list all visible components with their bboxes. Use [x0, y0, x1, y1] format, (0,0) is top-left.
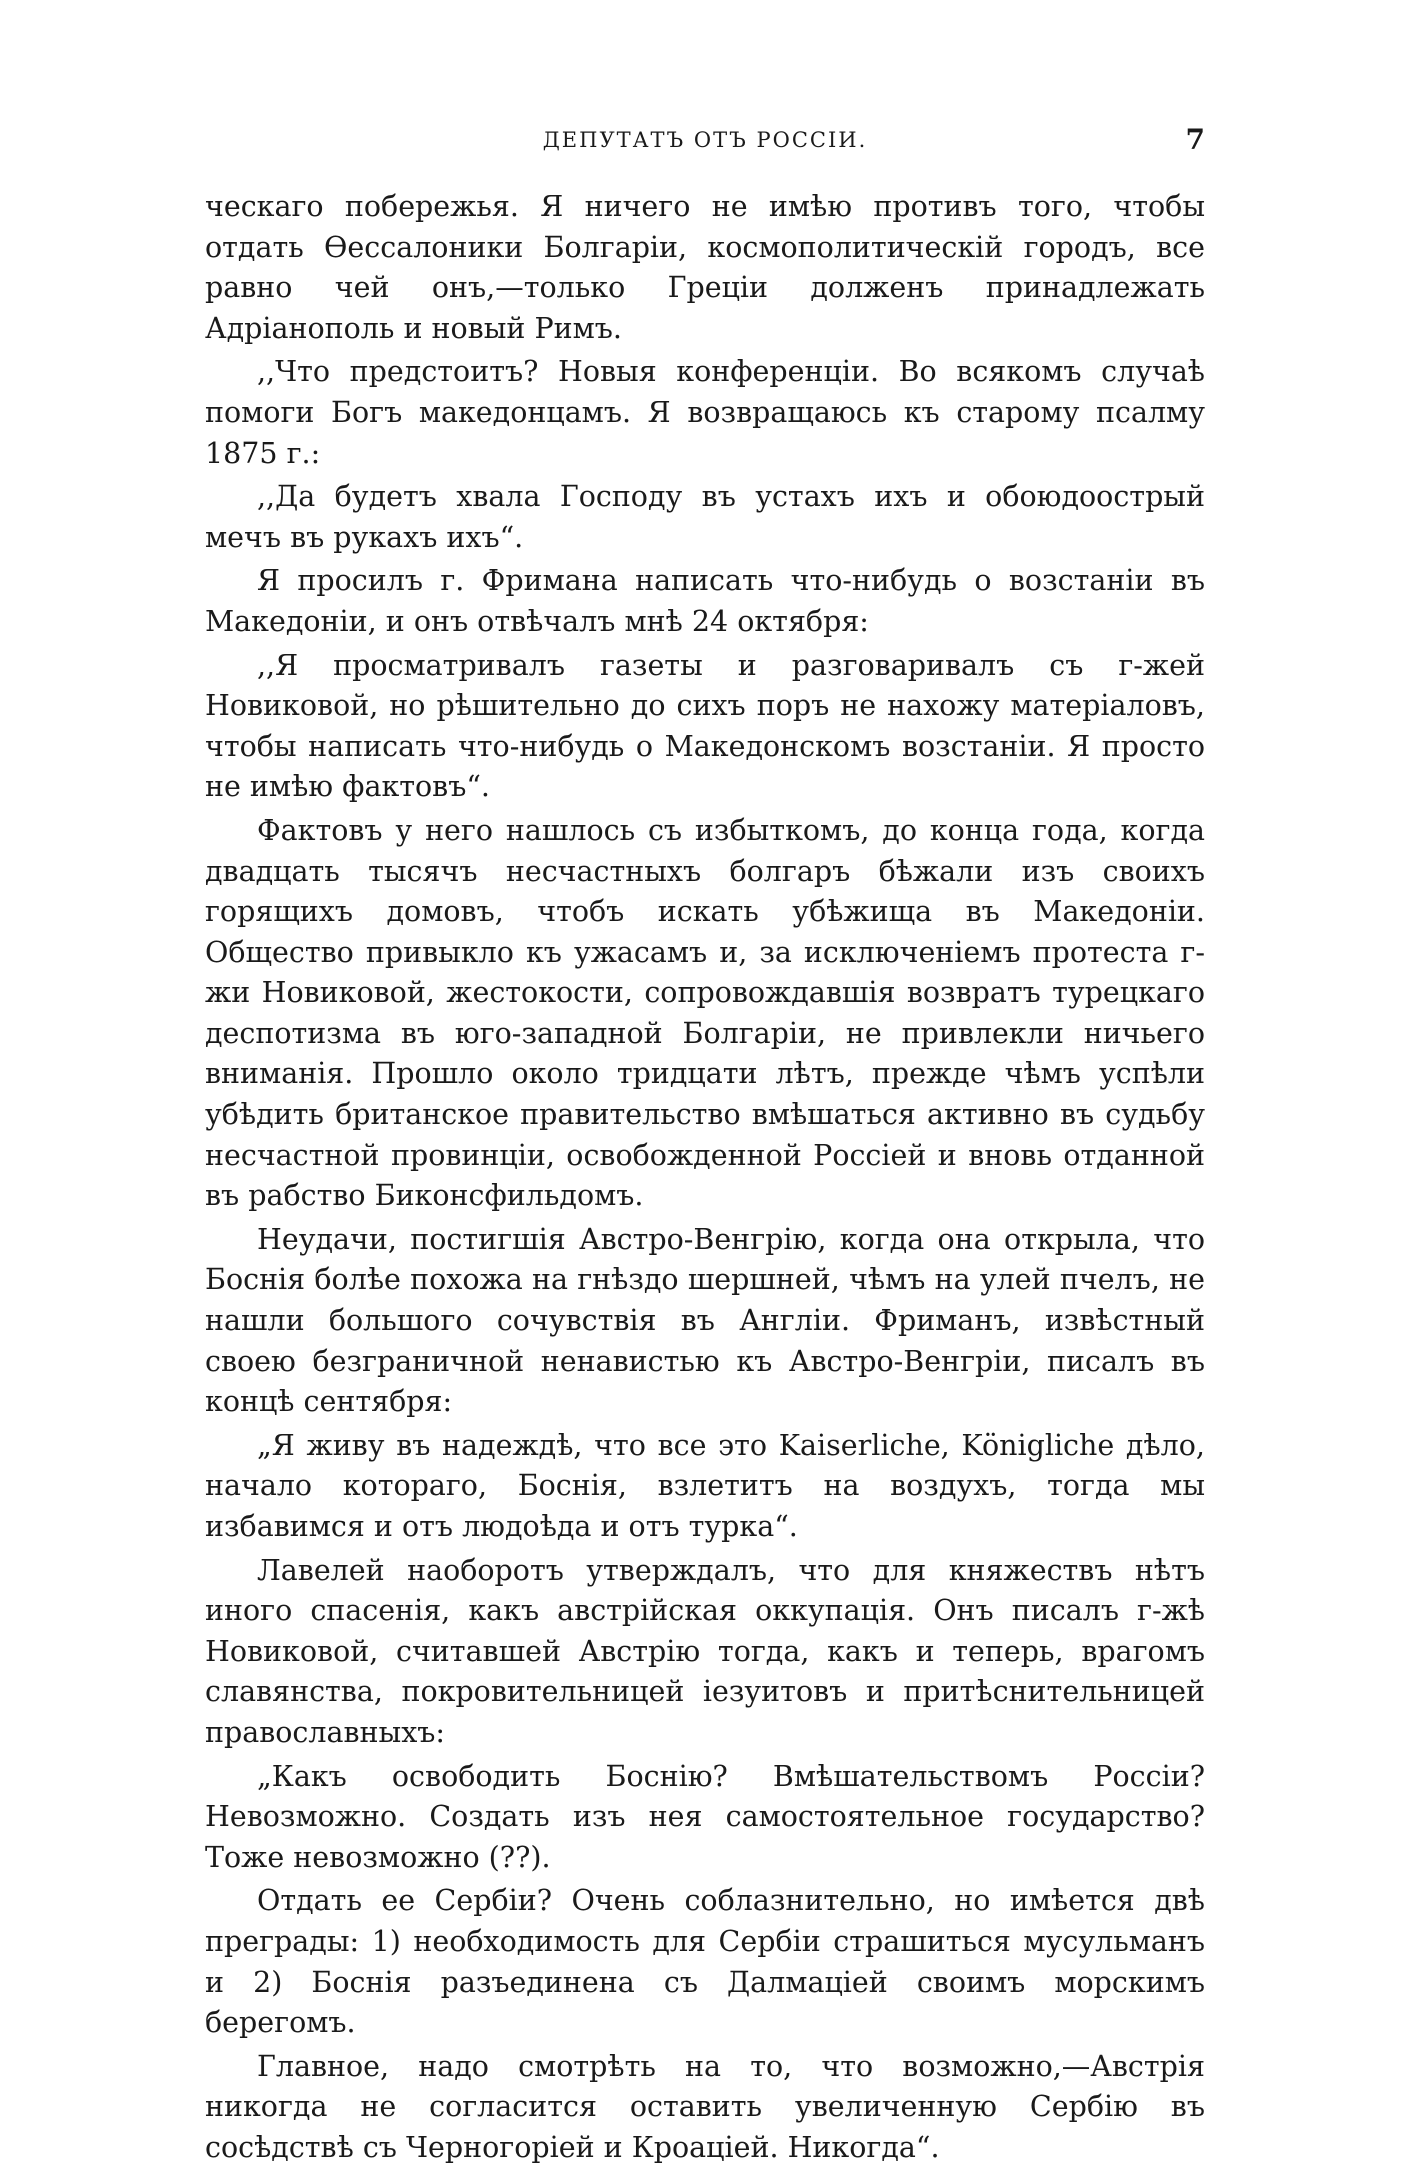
- paragraph: Неудачи, постигшія Австро-Венгрію, когда она открыла, что Боснія болѣе похожа на гнѣздо шершней, чѣмъ на улей пчелъ, не нашли большого сочувствія въ Англіи. Фриманъ, извѣстный своею безграничной ненавистью къ Австро-Венгріи, писалъ въ концѣ сентября:: [205, 1222, 1205, 1419]
- paragraph: ,,Что предстоитъ? Новыя конференціи. Во всякомъ случаѣ помоги Богъ македонцамъ. Я возвращаюсь къ старому псалму 1875 г.:: [205, 355, 1205, 470]
- paragraph-quote: ,,Да будетъ хвала Господу въ устахъ ихъ и обоюдоострый мечъ въ рукахъ ихъ“.: [205, 480, 1205, 554]
- paragraph-continuation: ческаго побережья. Я ничего не имѣю противъ того, чтобы отдать Ѳессалоники Болгаріи, космополитическій городъ, все равно чей онъ,—только Греціи долженъ принадлежать Адріанополь и новый Римъ.: [205, 190, 1205, 345]
- paragraph-quote: Главное, надо смотрѣть на то, что возможно,—Австрія никогда не согласится оставить увеличенную Сербію въ сосѣдствѣ съ Черногоріей и Кроаціей. Никогда“.: [205, 2049, 1205, 2164]
- paragraph: Я просилъ г. Фримана написать что-нибудь о возстаніи въ Македоніи, и онъ отвѣчалъ мнѣ 24 октября:: [205, 564, 1205, 638]
- body-text: [205, 187, 1205, 2172]
- running-title: ДЕПУТАТЪ ОТЪ РОССІИ.: [542, 128, 868, 152]
- paragraph-quote: „Я живу въ надеждѣ, что все это Kaiserliche, Königliche дѣло, начало котораго, Боснія, взлетитъ на воздухъ, тогда мы избавимся и отъ людоѣда и отъ турка“.: [205, 1428, 1205, 1543]
- paragraph: Фактовъ у него нашлось съ избыткомъ, до конца года, когда двадцать тысячъ несчастныхъ болгаръ бѣжали изъ своихъ горящихъ домовъ, чтобъ искать убѣжища въ Македоніи. Общество привыкло къ ужасамъ и, за исключеніемъ протеста г-жи Новиковой, жестокости, сопровождавшія возвратъ турецкаго деспотизма въ юго-западной Болгаріи, не привлекли ничьего вниманія. Прошло около тридцати лѣтъ, прежде чѣмъ успѣли убѣдить британское правительство вмѣшаться активно въ судьбу несчастной провинціи, освобожденной Россіей и вновь отданной въ рабство Биконсфильдомъ.: [205, 813, 1205, 1213]
- paragraph: Лавелей наоборотъ утверждалъ, что для княжествъ нѣтъ иного спасенія, какъ австрійская оккупація. Онъ писалъ г-жѣ Новиковой, считавшей Австрію тогда, какъ и теперь, врагомъ славянства, покровительницей іезуитовъ и притѣснительницей православныхъ:: [205, 1553, 1205, 1749]
- paragraph-quote: Отдать ее Сербіи? Очень соблазнительно, но имѣется двѣ преграды: 1) необходимость для Сербіи страшиться мусульманъ и 2) Боснія разъединена съ Далмаціей своимъ морскимъ берегомъ.: [205, 1884, 1205, 2040]
- paragraph-quote: ,,Я просматривалъ газеты и разговаривалъ съ г-жей Новиковой, но рѣшительно до сихъ поръ не нахожу матеріаловъ, чтобы написать что-нибудь о Македонскомъ возстаніи. Я просто не имѣю фактовъ“.: [205, 648, 1205, 804]
- running-head: [205, 120, 1205, 160]
- page-number: 7: [1185, 123, 1205, 156]
- paragraph-quote: „Какъ освободить Боснію? Вмѣшательствомъ Россіи? Невозможно. Создать изъ нея самостоятельное государство? Тоже невозможно (??).: [205, 1759, 1205, 1874]
